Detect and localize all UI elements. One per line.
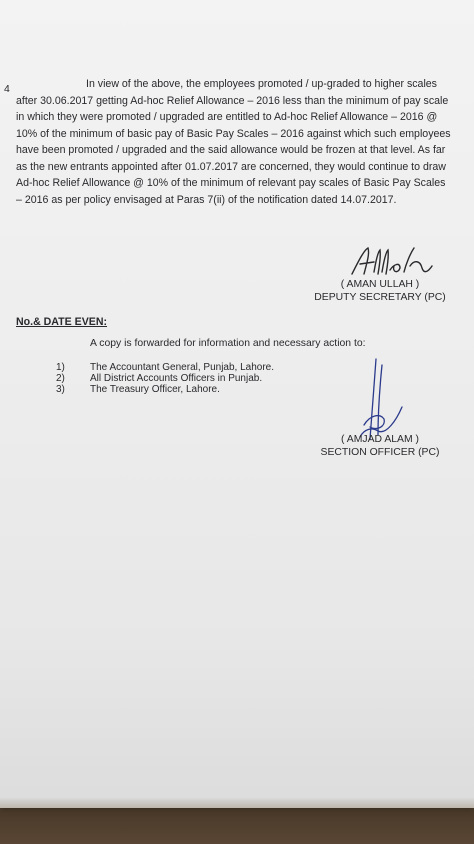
paragraph-line: 10% of the minimum of basic pay of Basic Pay Scales – 2016 against which such employees <box>16 127 451 140</box>
recipient-text: The Accountant General, Punjab, Lahore. <box>90 362 275 373</box>
recipient-number: 1) <box>56 362 65 373</box>
reference-number: No.& DATE EVEN: <box>16 316 108 328</box>
recipient-number: 2) <box>56 373 65 384</box>
signatory-title: DEPUTY SECRETARY (PC) <box>314 292 446 303</box>
paragraph-number: 4 <box>4 84 10 95</box>
signatory-name: ( AMAN ULLAH ) <box>340 279 420 290</box>
paragraph-line: In view of the above, the employees promoted / up-graded to higher scales <box>86 78 437 90</box>
paragraph-line: in which they were promoted / upgraded are entitled to Ad-hoc Relief Allowance – 2016 @ <box>16 111 438 123</box>
signatory-title: SECTION OFFICER (PC) <box>320 447 440 458</box>
list-item <box>56 373 274 384</box>
paragraph-line: have been promoted / upgraded and the said allowance would be frozen at that level. As far <box>16 144 446 156</box>
deputy-secretary-signature <box>348 244 436 280</box>
recipient-text: The Treasury Officer, Lahore. <box>90 384 220 395</box>
recipient-text: All District Accounts Officers in Punjab. <box>90 373 263 384</box>
paragraph-line: after 30.06.2017 getting Ad-hoc Relief Allowance – 2016 less than the minimum of pay scale <box>16 94 449 107</box>
recipient-list <box>56 362 274 395</box>
copy-forwarded-line: A copy is forwarded for information and necessary action to: <box>90 338 366 349</box>
section-officer-signature <box>340 355 410 445</box>
signatory-name: ( AMJAD ALAM ) <box>341 434 419 445</box>
recipient-number: 3) <box>56 384 65 395</box>
paragraph-line: – 2016 as per policy envisaged at Paras 7(ii) of the notification dated 14.07.2017. <box>16 193 397 206</box>
paper-edge <box>0 798 474 808</box>
list-item <box>56 362 274 373</box>
signatory-block-deputy-secretary <box>300 278 460 304</box>
paragraph-body <box>16 76 466 208</box>
signatory-block-section-officer <box>300 433 460 459</box>
list-item <box>56 384 274 395</box>
paragraph-line: as the new entrants appointed after 01.07.2017 are concerned, they would continue to draw <box>16 160 446 173</box>
paragraph-line: Ad-hoc Relief Allowance @ 10% of the minimum of relevant pay scales of Basic Pay Scales <box>16 177 446 189</box>
